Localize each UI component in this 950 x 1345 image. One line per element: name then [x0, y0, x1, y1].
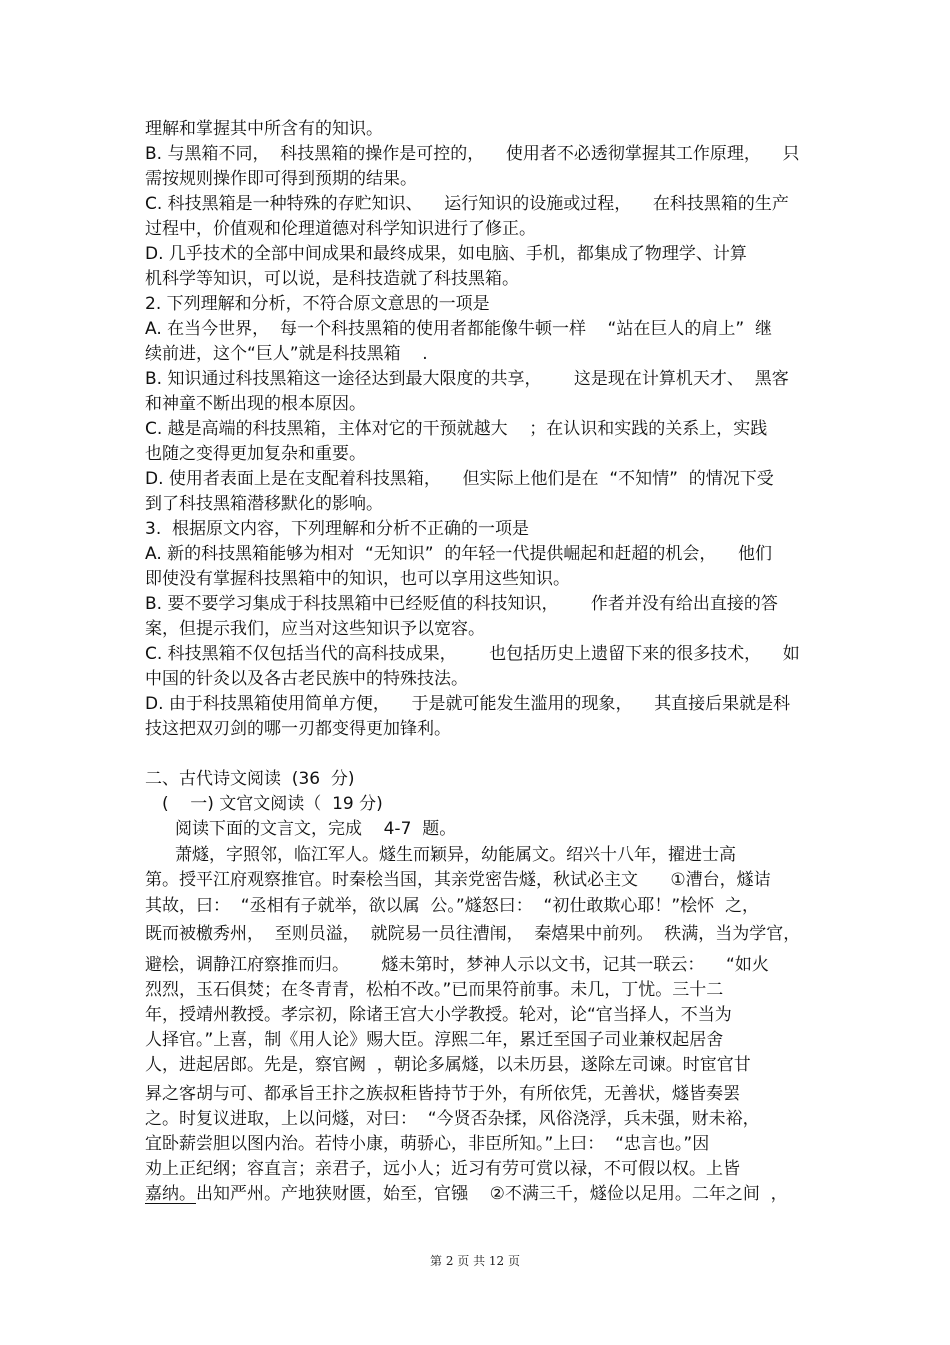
- text-line: C. 科技黑箱不仅包括当代的高科技成果， 也包括历史上遗留下来的很多技术， 如: [145, 644, 800, 664]
- text-line: 和神童不断出现的根本原因。: [145, 394, 366, 414]
- text-line: 萧燧，字照邻，临江军人。燧生而颖异，幼能属文。绍兴十八年，擢进士高: [175, 845, 736, 865]
- text-line: 到了科技黑箱潜移默化的影响。: [145, 494, 383, 514]
- text-line: 宜卧薪尝胆以图内治。若恃小康，萌骄心，非臣所知。”上曰： “忠言也。”因: [145, 1134, 710, 1154]
- text-line: 避桧，调静江府察推而归。 燧未第时，梦神人示以文书，记其一联云： “如火: [145, 955, 769, 975]
- text-line: 机科学等知识，可以说，是科技造就了科技黑箱。: [145, 269, 519, 289]
- text-line: 其故，曰： “丞相有子就举，欲以属 公。”燧怒曰： “初仕敢欺心耶！”桧怀 之，: [145, 896, 759, 916]
- text-line: D. 几乎技术的全部中间成果和最终成果，如电脑、手机，都集成了物理学、计算: [145, 244, 747, 264]
- text-line: ( 一) 文官文阅读（ 19 分): [162, 794, 383, 814]
- text-line: 案，但提示我们，应当对这些知识予以宽容。: [145, 619, 485, 639]
- text-line: 昪之客胡与可、都承旨王抃之族叔秬皆持节于外，有所依凭，无善状，燧皆奏罢: [145, 1084, 740, 1104]
- text-line: 技这把双刃剑的哪一刃都变得更加锋利。: [145, 719, 451, 739]
- text-line: A. 在当今世界， 每一个科技黑箱的使用者都能像牛顿一样 “站在巨人的肩上” 继: [145, 319, 772, 339]
- text-line: 年，授靖州教授。孝宗初，除诸王宫大小学教授。轮对，论“官当择人，不当为: [145, 1005, 732, 1025]
- underlined-quote: 嘉纳。: [145, 1184, 196, 1204]
- text-line: 人择官。”上喜，制《用人论》赐大臣。淳熙二年，累迁至国子司业兼权起居舍: [145, 1030, 724, 1050]
- text-line: 二、古代诗文阅读 (36 分): [145, 769, 355, 789]
- text-line: 第。授平江府观察推官。时秦桧当国，其亲党密告燧，秋试必主文 ①漕台，燧诘: [145, 870, 771, 890]
- text-line: 中国的针灸以及各古老民族中的特殊技法。: [145, 669, 468, 689]
- text-line: A. 新的科技黑箱能够为相对 “无知识” 的年轻一代提供崛起和赶超的机会， 他们: [145, 544, 772, 564]
- text-line: 劝上正纪纲；容直言；亲君子，远小人；近习有劳可赏以禄，不可假以权。上皆: [145, 1159, 740, 1179]
- text-line: 阅读下面的文言文，完成 4-7 题。: [175, 819, 457, 839]
- text-line: 过程中，价值观和伦理道德对科学知识进行了修正。: [145, 219, 536, 239]
- text-line: 即使没有掌握科技黑箱中的知识，也可以享用这些知识。: [145, 569, 570, 589]
- text-line: 之。时复议进取，上以问燧，对曰： “今贤否杂揉，风俗浇浮，兵未强，财未裕，: [145, 1109, 760, 1129]
- text-line: 人，进起居郎。先是，察官阙 ，朝论多属燧，以未历县，遂除左司谏。时宦官甘: [145, 1055, 751, 1075]
- text-line: 理解和掌握其中所含有的知识。: [145, 119, 383, 139]
- text-line: C. 越是高端的科技黑箱，主体对它的干预就越大 ；在认识和实践的关系上，实践: [145, 419, 768, 439]
- text-line: D. 由于科技黑箱使用简单方便， 于是就可能发生滥用的现象， 其直接后果就是科: [145, 694, 791, 714]
- text-line: B. 与黑箱不同， 科技黑箱的操作是可控的， 使用者不必透彻掌握其工作原理， 只: [145, 144, 800, 164]
- text-line: 需按规则操作即可得到预期的结果。: [145, 169, 417, 189]
- text-line: 续前进，这个“巨人”就是科技黑箱 .: [145, 344, 428, 364]
- text-line: 烈烈，玉石俱焚；在冬青青，松柏不改。”已而果符前事。未几，丁忧。三十二: [145, 980, 724, 1000]
- text-line: 3. 根据原文内容，下列理解和分析不正确的一项是: [145, 519, 530, 539]
- text-line: D. 使用者表面上是在支配着科技黑箱， 但实际上他们是在 “不知情” 的情况下受: [145, 469, 774, 489]
- page-footer: 第 2 页 共 12 页: [430, 1254, 520, 1268]
- text-line: 嘉纳。出知严州。产地狭财匮，始至，官镪 ②不满三千，燧俭以足用。二年之间 ，: [145, 1184, 788, 1204]
- text-line: C. 科技黑箱是一种特殊的存贮知识、 运行知识的设施或过程， 在科技黑箱的生产: [145, 194, 789, 214]
- text-line: B. 知识通过科技黑箱这一途径达到最大限度的共享， 这是现在计算机天才、 黑客: [145, 369, 789, 389]
- text-line: 既而被檄秀州， 至则员溢， 就院易一员往漕闱， 秦熺果中前列。 秩满，当为学官，: [145, 924, 801, 944]
- text-line: B. 要不要学习集成于科技黑箱中已经贬值的科技知识， 作者并没有给出直接的答: [145, 594, 778, 614]
- text-line: 也随之变得更加复杂和重要。: [145, 444, 366, 464]
- text-line: 2. 下列理解和分析，不符合原文意思的一项是: [145, 294, 490, 314]
